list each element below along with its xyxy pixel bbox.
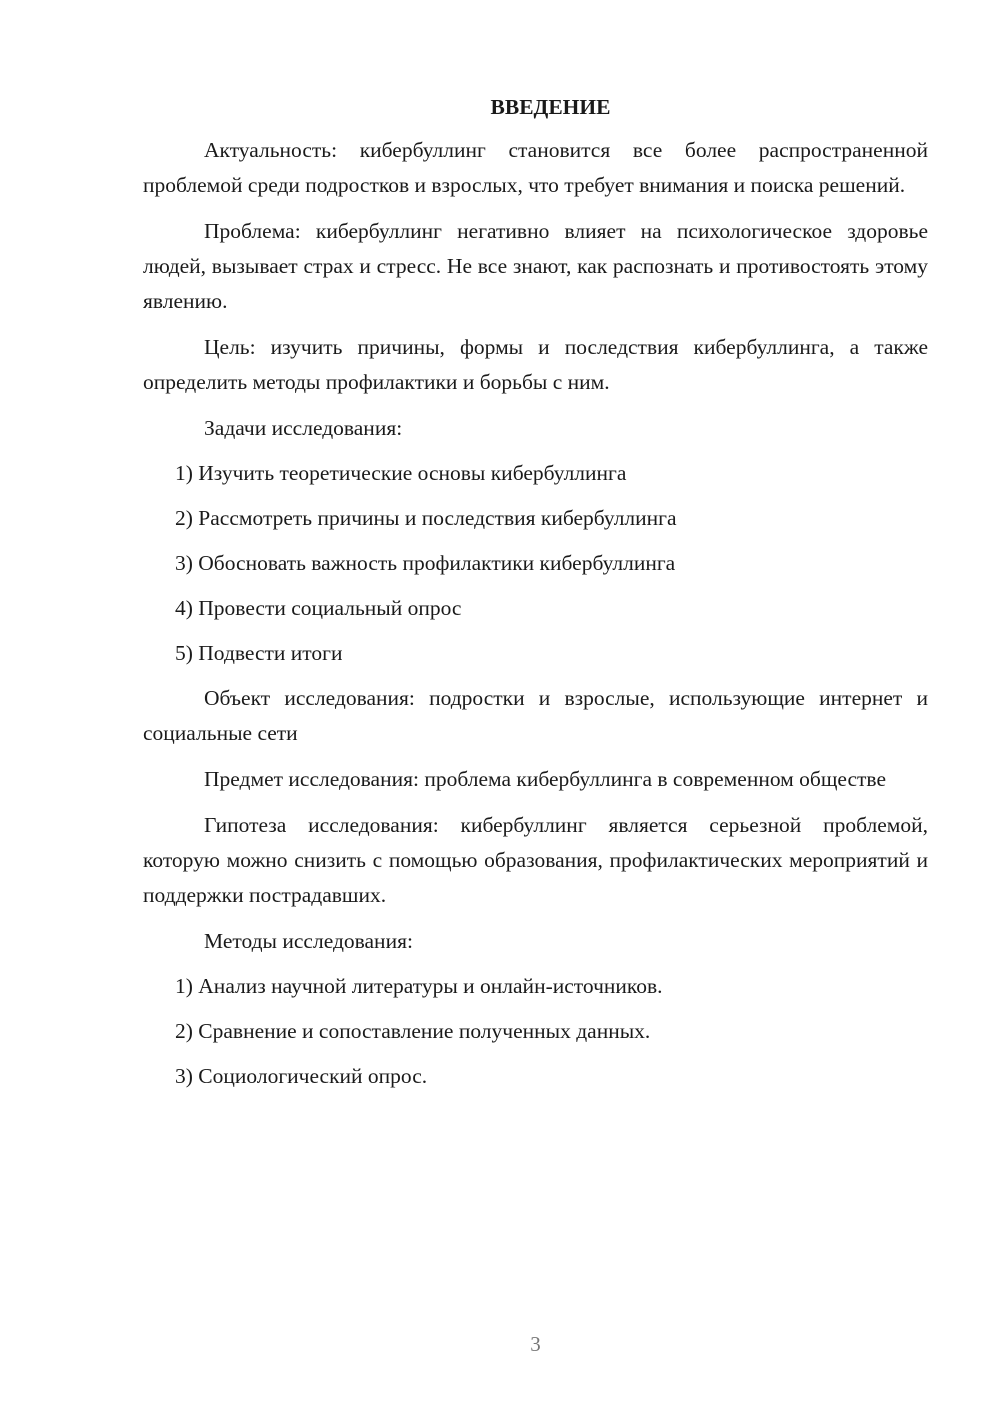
task-item: 2) Рассмотреть причины и последствия кибербуллинга: [175, 506, 677, 530]
section-title: ВВЕДЕНИЕ: [490, 95, 611, 119]
tasks-list: [143, 456, 928, 671]
task-item: 4) Провести социальный опрос: [175, 596, 462, 620]
method-item: 3) Социологический опрос.: [175, 1064, 428, 1088]
document-body: [143, 90, 928, 1104]
task-item: 5) Подвести итоги: [175, 641, 343, 665]
goal-paragraph: Цель: изучить причины, формы и последствия кибербуллинга, а также определить методы профилактики и борьбы с ним.: [143, 335, 928, 394]
relevance-paragraph: Актуальность: кибербуллинг становится все более распространенной проблемой среди подростков и взрослых, что требует внимания и поиска решений.: [143, 138, 928, 197]
problem-paragraph: Проблема: кибербуллинг негативно влияет на психологическое здоровье людей, вызывает страх и стресс. Не все знают, как распознать и противостоять этому явлению.: [143, 219, 928, 313]
method-item: 1) Анализ научной литературы и онлайн-источников.: [175, 974, 663, 998]
object-paragraph: Объект исследования: подростки и взрослые, использующие интернет и социальные сети: [143, 686, 928, 745]
methods-list: [143, 969, 928, 1094]
methods-heading: Методы исследования:: [204, 929, 413, 953]
page-number: 3: [530, 1332, 541, 1356]
task-item: 3) Обосновать важность профилактики кибербуллинга: [175, 551, 676, 575]
subject-paragraph: Предмет исследования: проблема кибербуллинга в современном обществе: [204, 767, 886, 791]
method-item: 2) Сравнение и сопоставление полученных данных.: [175, 1019, 651, 1043]
tasks-heading: Задачи исследования:: [204, 416, 403, 440]
task-item: 1) Изучить теоретические основы кибербуллинга: [175, 461, 627, 485]
hypothesis-paragraph: Гипотеза исследования: кибербуллинг является серьезной проблемой, которую можно снизить с помощью образования, профилактических мероприятий и поддержки пострадавших.: [143, 813, 928, 907]
